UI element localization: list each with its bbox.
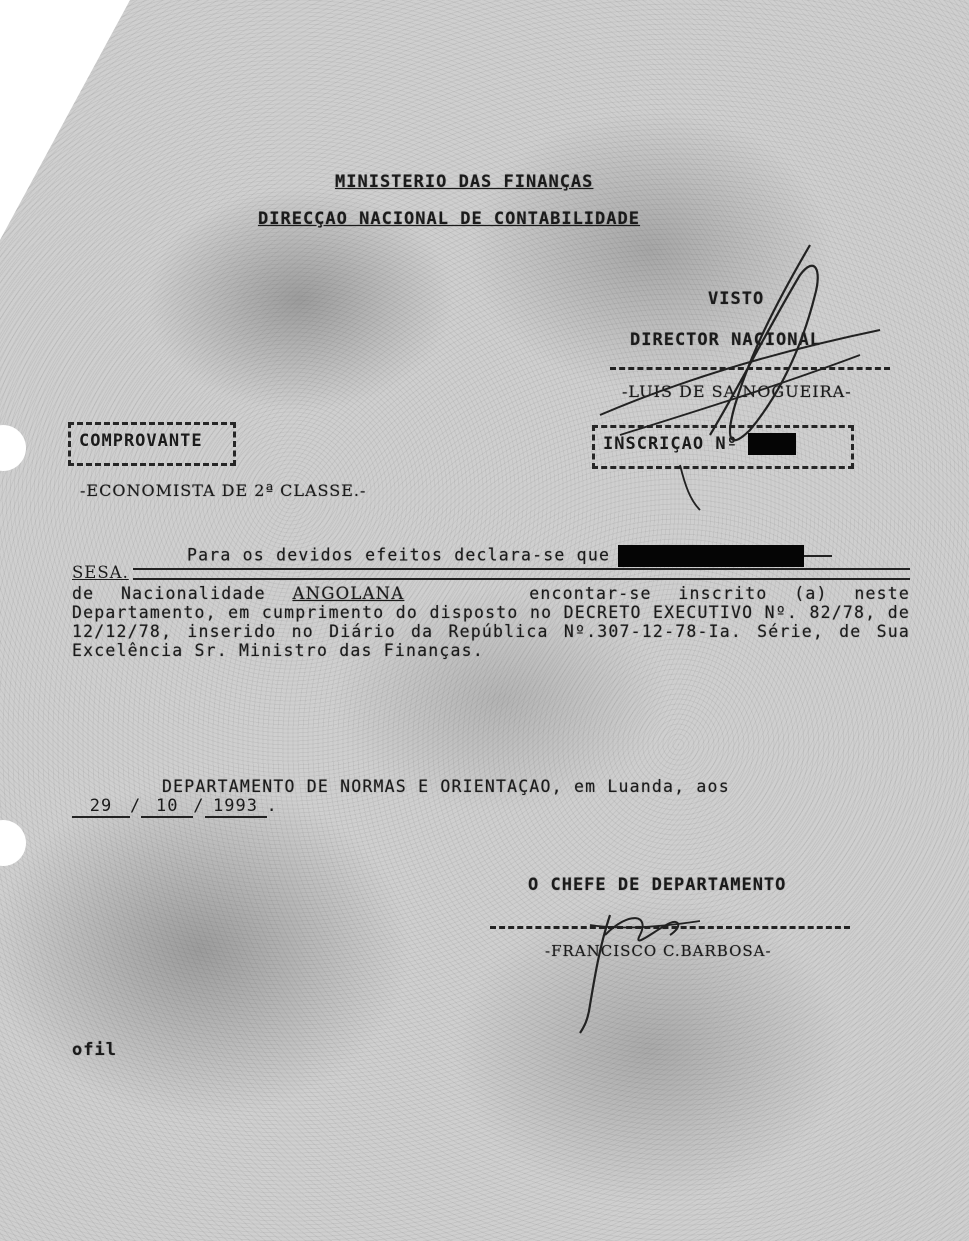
- reference-code: ofil: [72, 1040, 117, 1060]
- ministry-heading: MINISTERIO DAS FINANÇAS: [335, 172, 594, 192]
- place-line: DEPARTAMENTO DE NORMAS E ORIENTAÇAO, em Luanda, aos: [162, 777, 730, 796]
- punch-hole: [0, 820, 26, 866]
- folded-corner: [0, 0, 130, 240]
- date-row: [72, 796, 278, 818]
- date-separator: /: [193, 796, 205, 816]
- director-title: DIRECTOR NACIONAL: [630, 330, 821, 350]
- fill-line: [133, 568, 910, 580]
- date-day: 29: [72, 796, 130, 818]
- fill-line: [804, 555, 832, 557]
- punch-hole: [0, 425, 26, 471]
- director-name: -LUIS DE SA NOGUEIRA-: [622, 382, 852, 401]
- date-month: 10: [141, 796, 193, 818]
- sesa-row: [72, 563, 910, 582]
- director-signature: [560, 235, 900, 515]
- declaration-body: [72, 584, 910, 660]
- document-type-label: COMPROVANTE: [79, 431, 203, 451]
- sesa-text: SESA.: [72, 563, 129, 582]
- date-separator: /: [130, 796, 142, 816]
- signatory-name: -FRANCISCO C.BARBOSA-: [545, 942, 772, 960]
- document-type-box: [68, 422, 236, 466]
- chief-signature: [520, 895, 820, 1035]
- visto-label: VISTO: [708, 289, 765, 309]
- signatory-title: O CHEFE DE DEPARTAMENTO: [528, 875, 787, 895]
- declaration-body-text: encontar-se inscrito (a) neste Departamento, em cumprimento do disposto no DECRETO EXECUTIVO Nº. 82/78, de 12/12/78, inserido no Diário da República Nº.307-12-78-Ia. Série, de Sua Excelência Sr. Ministro das Finanças.: [72, 584, 910, 660]
- direction-heading: DIRECÇAO NACIONAL DE CONTABILIDADE: [258, 209, 640, 229]
- declaration-intro-text: Para os devidos efeitos declara-se que: [187, 545, 611, 565]
- category-line: -ECONOMISTA DE 2ª CLASSE.-: [80, 481, 367, 500]
- nationality-value: ANGOLANA: [292, 584, 405, 603]
- registration-label: INSCRIÇAO Nº: [603, 434, 738, 454]
- nationality-label: de Nacionalidade: [72, 584, 266, 603]
- date-year: 1993: [205, 796, 267, 818]
- date-end: .: [266, 796, 278, 816]
